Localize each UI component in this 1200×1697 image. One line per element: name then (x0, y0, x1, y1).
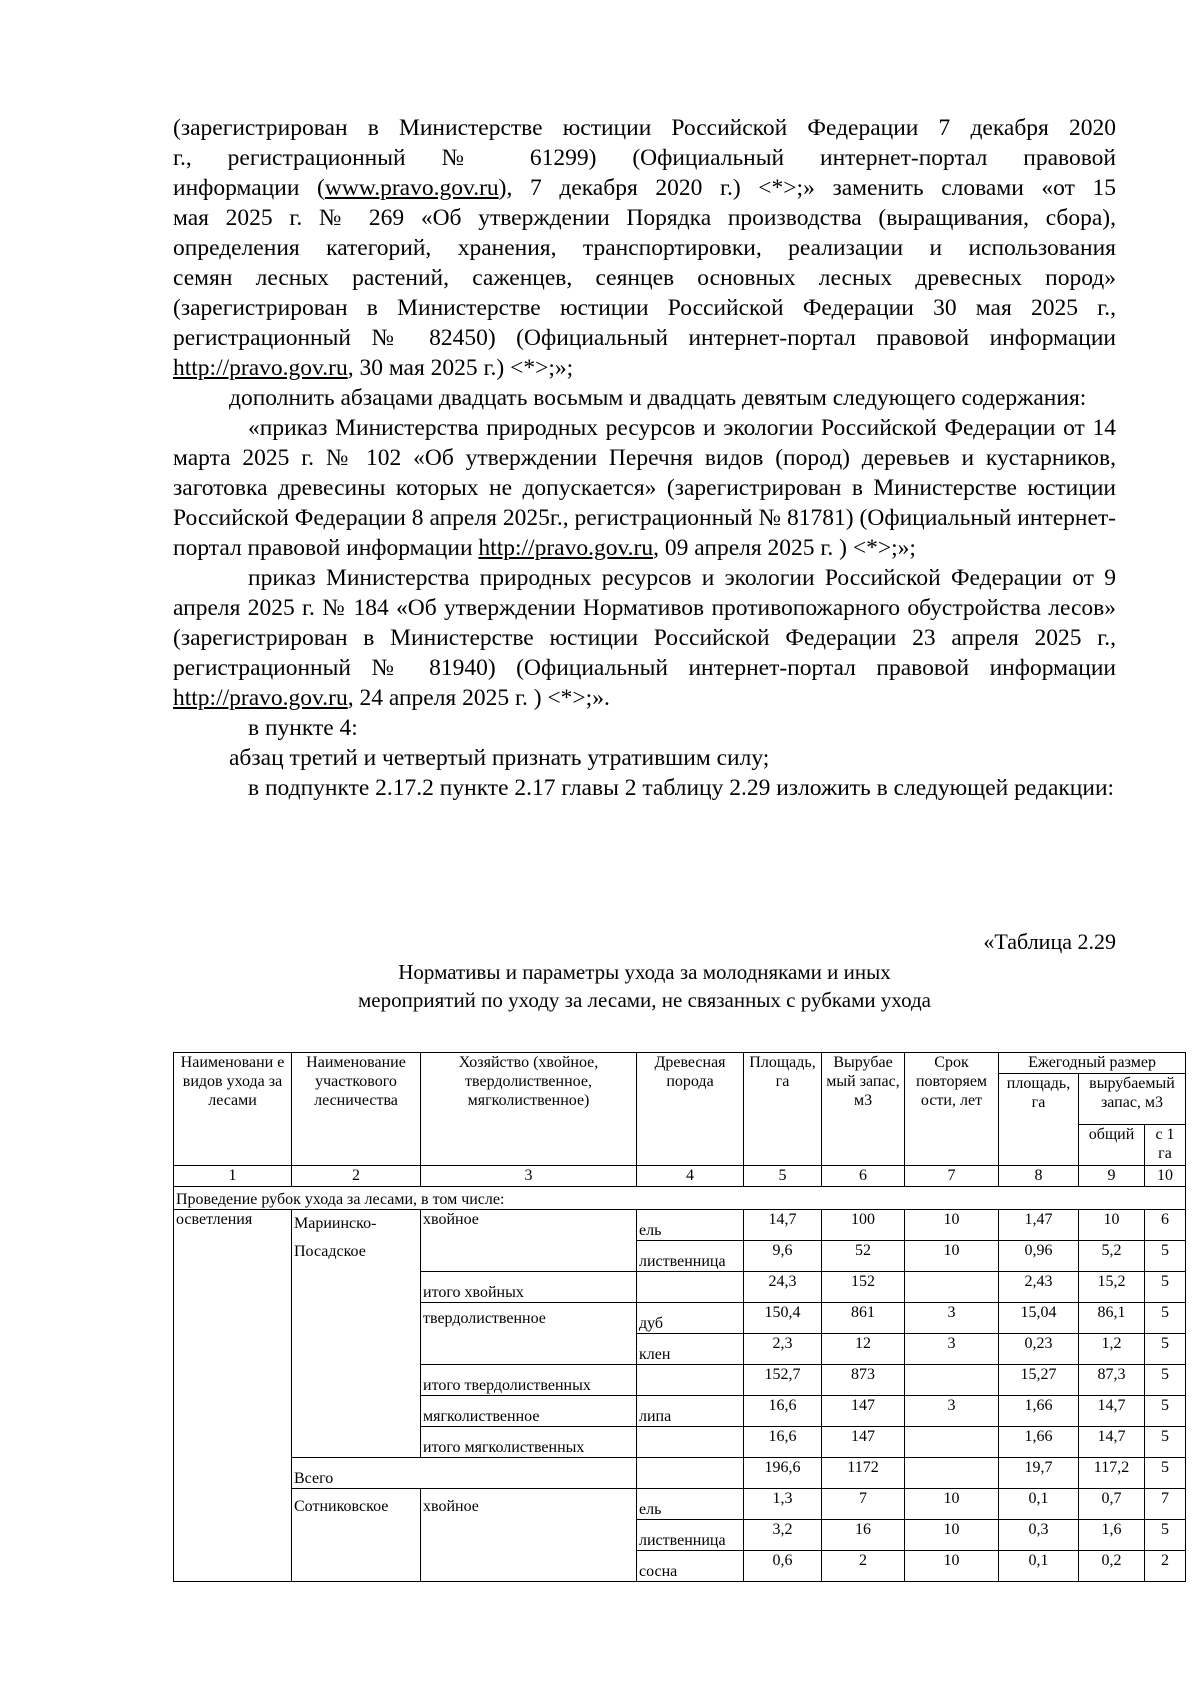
area-cell: 1,3 (744, 1489, 822, 1520)
text-line: (зарегистрирован в Министерстве юстиции Российской Федерации 7 декабря 2020 (173, 115, 1116, 141)
text-line: семян лесных растений, саженцев, сеянцев основных лесных древесных пород» (173, 265, 1116, 291)
annual-per-ha-cell: 7 (1145, 1489, 1186, 1520)
annual-total-cell: 0,7 (1079, 1489, 1145, 1520)
economy-cell: итого твердолиственных (421, 1365, 637, 1396)
table-caption-line1: Нормативы и параметры ухода за молодняками и иных (398, 960, 891, 984)
forestry-cell: Мариинско-Посадское (292, 1210, 421, 1458)
paragraph-continuation (173, 113, 1116, 803)
annual-per-ha-cell: 5 (1145, 1334, 1186, 1365)
annual-area-cell: 0,23 (999, 1334, 1079, 1365)
economy-cell: мягколиственное (421, 1396, 637, 1427)
volume-cell: 7 (822, 1489, 905, 1520)
col-number: 10 (1145, 1166, 1186, 1187)
volume-cell: 12 (822, 1334, 905, 1365)
economy-cell: итого мягколиственных (421, 1427, 637, 1458)
text-fragment: , 09 апреля 2025 г. ) <*>;»; (653, 535, 916, 561)
annual-total-cell: 1,2 (1079, 1334, 1145, 1365)
economy-cell: хвойное (421, 1210, 637, 1272)
annual-area-cell: 0,3 (999, 1520, 1079, 1551)
area-cell: 150,4 (744, 1303, 822, 1334)
total-label: Всего (292, 1458, 637, 1489)
annual-area-cell: 15,27 (999, 1365, 1079, 1396)
species-cell: клен (637, 1334, 744, 1365)
area-cell: 196,6 (744, 1458, 822, 1489)
text-fragment: ), 7 декабря 2020 г.) <*>;» заменить словами «от 15 (498, 175, 1116, 201)
annual-total-cell: 5,2 (1079, 1241, 1145, 1272)
period-cell (905, 1365, 999, 1396)
economy-cell: хвойное (421, 1489, 637, 1582)
header-volume: Вырубае мый запас, м3 (822, 1053, 905, 1166)
table-total-row (174, 1458, 1186, 1489)
annual-total-cell: 14,7 (1079, 1396, 1145, 1427)
care-type-cell: осветления (174, 1210, 292, 1582)
col-number: 8 (999, 1166, 1079, 1187)
table-row (174, 1489, 1186, 1520)
table-row (174, 1210, 1186, 1241)
col-number: 1 (174, 1166, 292, 1187)
period-cell: 10 (905, 1551, 999, 1582)
annual-area-cell: 15,04 (999, 1303, 1079, 1334)
volume-cell: 2 (822, 1551, 905, 1582)
header-economy: Хозяйство (хвойное, твердолиственное, мягколиственное) (421, 1053, 637, 1166)
area-cell: 9,6 (744, 1241, 822, 1272)
annual-total-cell: 87,3 (1079, 1365, 1145, 1396)
text-line: (зарегистрирован в Министерстве юстиции Российской Федерации 30 мая 2025 г., (173, 295, 1116, 321)
paragraph-order-184 (173, 563, 1116, 713)
annual-area-cell: 1,66 (999, 1427, 1079, 1458)
col-number: 7 (905, 1166, 999, 1187)
economy-cell: твердолиственное (421, 1303, 637, 1365)
annual-per-ha-cell: 5 (1145, 1303, 1186, 1334)
header-annual-area: площадь, га (999, 1074, 1079, 1166)
annual-area-cell: 0,1 (999, 1489, 1079, 1520)
text-line (173, 353, 1116, 383)
period-cell: 10 (905, 1241, 999, 1272)
col-number: 5 (744, 1166, 822, 1187)
col-number: 9 (1079, 1166, 1145, 1187)
species-cell: ель (637, 1489, 744, 1520)
text-fragment: , 24 апреля 2025 г. ) <*>;». (347, 685, 610, 711)
paragraph-order-102 (173, 413, 1116, 563)
period-cell (905, 1458, 999, 1489)
annual-per-ha-cell: 5 (1145, 1365, 1186, 1396)
period-cell: 10 (905, 1520, 999, 1551)
species-cell (637, 1365, 744, 1396)
col-number: 2 (292, 1166, 421, 1187)
paragraph-point-4: в пункте 4: (248, 715, 358, 741)
period-cell (905, 1272, 999, 1303)
species-cell (637, 1427, 744, 1458)
annual-per-ha-cell: 6 (1145, 1210, 1186, 1241)
volume-cell: 152 (822, 1272, 905, 1303)
header-forestry: Наименование участкового лесничества (292, 1053, 421, 1166)
link-pravo-gov-www[interactable]: www.pravo.gov.ru (324, 175, 499, 201)
volume-cell: 1172 (822, 1458, 905, 1489)
annual-per-ha-cell: 5 (1145, 1396, 1186, 1427)
annual-per-ha-cell: 5 (1145, 1458, 1186, 1489)
species-cell: сосна (637, 1551, 744, 1582)
text-line: регистрационный № 82450) (Официальный интернет-портал правовой информации (173, 325, 1116, 351)
area-cell: 16,6 (744, 1396, 822, 1427)
area-cell: 152,7 (744, 1365, 822, 1396)
header-period: Срок повторяем ости, лет (905, 1053, 999, 1166)
annual-area-cell: 0,1 (999, 1551, 1079, 1582)
link-pravo-gov[interactable]: http://pravo.gov.ru (173, 355, 348, 381)
text-line: мая 2025 г. № 269 «Об утверждении Порядка производства (выращивания, сбора), (173, 205, 1116, 231)
annual-area-cell: 0,96 (999, 1241, 1079, 1272)
table-number-row (174, 1166, 1186, 1187)
volume-cell: 147 (822, 1396, 905, 1427)
norms-table (173, 1052, 1186, 1582)
header-annual-per-ha: с 1 га (1145, 1125, 1186, 1166)
forestry-cell: Сотниковское (292, 1489, 421, 1582)
col-number: 4 (637, 1166, 744, 1187)
volume-cell: 100 (822, 1210, 905, 1241)
table-label: «Таблица 2.29 (983, 929, 1116, 954)
area-cell: 16,6 (744, 1427, 822, 1458)
annual-total-cell: 117,2 (1079, 1458, 1145, 1489)
header-area: Площадь, га (744, 1053, 822, 1166)
annual-total-cell: 10 (1079, 1210, 1145, 1241)
area-cell: 14,7 (744, 1210, 822, 1241)
period-cell: 10 (905, 1210, 999, 1241)
table-header-row (174, 1053, 1186, 1074)
col-number: 3 (421, 1166, 637, 1187)
header-annual-volume-group: вырубаемый запас, м3 (1079, 1074, 1186, 1125)
text-line: г., регистрационный № 61299) (Официальный интернет-портал правовой (173, 145, 1116, 171)
volume-cell: 873 (822, 1365, 905, 1396)
paragraph-invalid: абзац третий и четвертый признать утратившим силу; (229, 745, 770, 771)
link-pravo-gov[interactable]: http://pravo.gov.ru (478, 535, 654, 561)
period-cell: 3 (905, 1303, 999, 1334)
area-cell: 2,3 (744, 1334, 822, 1365)
header-species: Древесная порода (637, 1053, 744, 1166)
link-pravo-gov[interactable]: http://pravo.gov.ru (173, 685, 348, 711)
species-cell: липа (637, 1396, 744, 1427)
species-cell: лиственница (637, 1241, 744, 1272)
annual-area-cell: 1,47 (999, 1210, 1079, 1241)
species-cell: ель (637, 1210, 744, 1241)
species-cell (637, 1272, 744, 1303)
volume-cell: 16 (822, 1520, 905, 1551)
annual-per-ha-cell: 5 (1145, 1272, 1186, 1303)
volume-cell: 52 (822, 1241, 905, 1272)
paragraph-add-paragraphs: дополнить абзацами двадцать восьмым и двадцать девятым следующего содержания: (229, 385, 1087, 411)
table-section-row (174, 1187, 1186, 1210)
text-fragment: «приказ Министерства природных ресурсов и экологии Российской Федерации от 14 марта 2025 г. № 102 «Об утверждении Перечня видов (пород) деревьев и кустарников, заготовка древесины которых не допускается» (зарегистрирован в Министерстве юстиции Российской Федерации 8 апреля 2025г., регистрационный № 81781) (Официальный интернет-портал правовой информации (173, 415, 1116, 561)
annual-area-cell: 2,43 (999, 1272, 1079, 1303)
text-fragment: приказ Министерства природных ресурсов и экологии Российской Федерации от 9 апреля 2025 г. № 184 «Об утверждении Нормативов противопожарного обустройства лесов» (зарегистрирован в Министерстве юстиции Российской Федерации 23 апреля 2025 г., регистрационный № 81940) (Официальный интернет-портал правовой информации (173, 565, 1116, 681)
header-annual-group: Ежегодный размер (999, 1053, 1186, 1074)
annual-total-cell: 86,1 (1079, 1303, 1145, 1334)
annual-area-cell: 1,66 (999, 1396, 1079, 1427)
annual-per-ha-cell: 5 (1145, 1520, 1186, 1551)
period-cell: 3 (905, 1396, 999, 1427)
volume-cell: 147 (822, 1427, 905, 1458)
header-care-type: Наименовани е видов ухода за лесами (174, 1053, 292, 1166)
annual-total-cell: 1,6 (1079, 1520, 1145, 1551)
paragraph-table-replace: в подпункте 2.17.2 пункте 2.17 главы 2 таблицу 2.29 изложить в следующей редакции: (248, 775, 1115, 801)
species-cell (637, 1458, 744, 1489)
period-cell (905, 1427, 999, 1458)
annual-total-cell: 0,2 (1079, 1551, 1145, 1582)
section-title: Проведение рубок ухода за лесами, в том числе: (174, 1187, 1186, 1210)
annual-per-ha-cell: 5 (1145, 1427, 1186, 1458)
annual-per-ha-cell: 2 (1145, 1551, 1186, 1582)
annual-total-cell: 15,2 (1079, 1272, 1145, 1303)
annual-per-ha-cell: 5 (1145, 1241, 1186, 1272)
text-line (173, 173, 1116, 203)
area-cell: 24,3 (744, 1272, 822, 1303)
annual-area-cell: 19,7 (999, 1458, 1079, 1489)
text-line: определения категорий, хранения, транспортировки, реализации и использования (173, 235, 1116, 261)
area-cell: 0,6 (744, 1551, 822, 1582)
area-cell: 3,2 (744, 1520, 822, 1551)
text-fragment: , 30 мая 2025 г.) <*>;»; (347, 355, 574, 381)
col-number: 6 (822, 1166, 905, 1187)
species-cell: лиственница (637, 1520, 744, 1551)
annual-total-cell: 14,7 (1079, 1427, 1145, 1458)
table-caption-line2: мероприятий по уходу за лесами, не связанных с рубками ухода (358, 988, 931, 1012)
period-cell: 3 (905, 1334, 999, 1365)
header-annual-total: общий (1079, 1125, 1145, 1166)
economy-cell: итого хвойных (421, 1272, 637, 1303)
period-cell: 10 (905, 1489, 999, 1520)
species-cell: дуб (637, 1303, 744, 1334)
text-fragment: информации ( (173, 175, 325, 201)
volume-cell: 861 (822, 1303, 905, 1334)
